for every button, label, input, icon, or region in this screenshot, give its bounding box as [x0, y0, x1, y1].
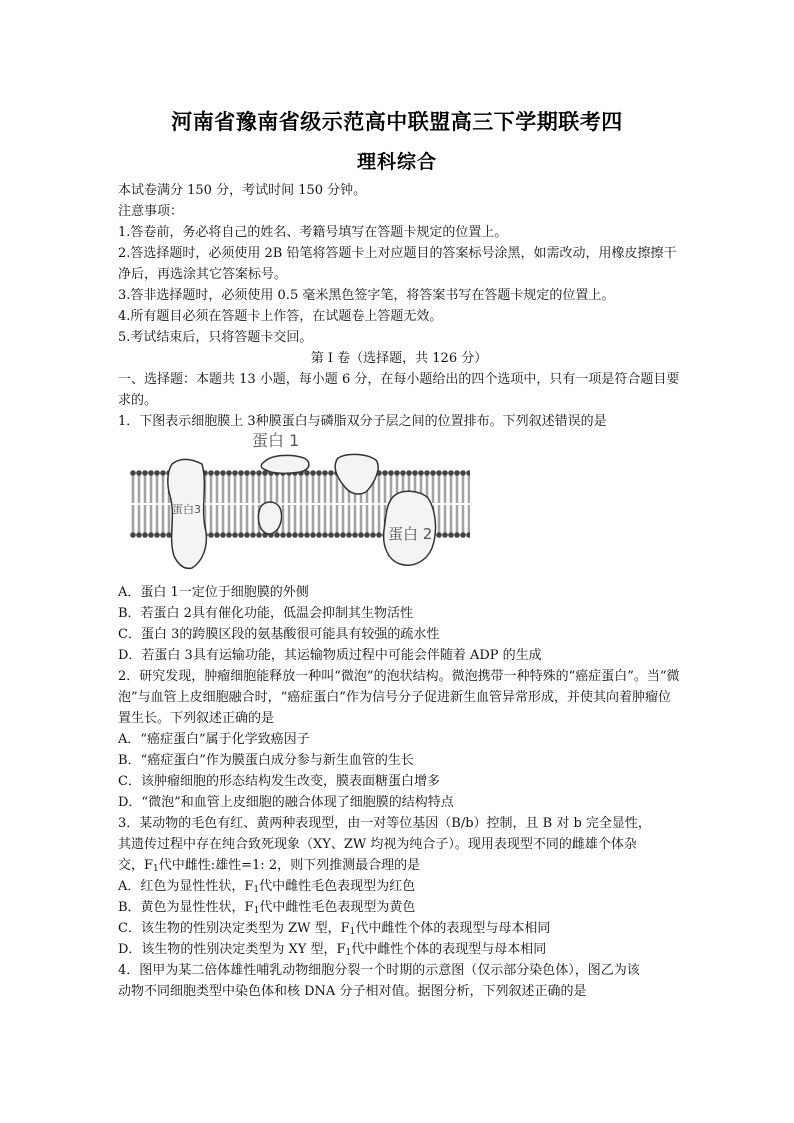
q3-option-b: B．黄色为显性性状，$F_1$代中雌性毛色表现型为黄色: [118, 900, 416, 916]
q2-option-c: C．该肿瘤细胞的形态结构发生改变，膜表面糖蛋白增多: [118, 774, 440, 789]
note-5: 5.考试结束后，只将答题卡交回。: [118, 330, 313, 345]
notice-label: 注意事项：: [118, 204, 184, 219]
q3-option-c: C．该生物的性别决定类型为 ZW 型，$F_1$代中雌性个体的表现型与母本相同: [118, 921, 551, 937]
note-3: 3.答非选择题时，必须使用 0.5 毫米黑色签字笔，将答案书写在答题卡规定的位置上。: [118, 288, 615, 303]
q2-option-a: A．“癌症蛋白”属于化学致癌因子: [118, 732, 310, 747]
q2-option-d: D．“微泡”和血管上皮细胞的融合体现了细胞膜的结构特点: [118, 795, 454, 810]
section-instruction: 一、选择题：本题共 13 小题，每小题 6 分，在每小题给出的四个选项中，只有一项是符合题目要求的。: [118, 372, 680, 408]
q1-option-d: D．若蛋白 3具有运输功能，其运输物质过程中可能会伴随着 ADP 的生成: [118, 648, 542, 663]
embedded-protein-shape: [258, 502, 281, 534]
q3-stem-line3: 交，$F_1$代中雌性:雄性=1: 2，则下列推测最合理的是: [118, 858, 421, 874]
q3-option-a: A．红色为显性性状，$F_1$代中雌性毛色表现型为红色: [118, 879, 416, 895]
note-4: 4.所有题目必须在答题卡上作答，在试题卷上答题无效。: [118, 309, 443, 324]
q2-stem: 2．研究发现，肿瘤细胞能释放一种叫“微泡”的泡状结构。微泡携带一种特殊的“癌症蛋白”。当“微泡”与血管上皮细胞融合时，“癌症蛋白”作为信号分子促进新生血管异常形成，并使其向着肿瘤位置生长。下列叙述正确的是: [118, 669, 680, 726]
exam-title: 河南省豫南省级示范高中联盟高三下学期联考四: [171, 110, 623, 134]
q1-option-a: A．蛋白 1一定位于细胞膜的外侧: [118, 585, 309, 600]
q4-stem-line2: 动物不同细胞类型中染色体和核 DNA 分子相对值。据图分析，下列叙述正确的是: [118, 984, 587, 999]
q1-option-c: C．蛋白 3的跨膜区段的氨基酸很可能具有较强的疏水性: [118, 627, 440, 642]
protein-2-label: 蛋白 2: [388, 525, 433, 543]
volume-title: 第 I 卷（选择题，共 126 分）: [310, 351, 488, 366]
q3-option-d: D．该生物的性别决定类型为 XY 型，$F_1$代中雌性个体的表现型与母本相同: [118, 942, 547, 958]
note-2: 2.答选择题时，必须使用 2B 铅笔将答题卡上对应题目的答案标号涂黑，如需改动，用橡皮擦擦干净后，再选涂其它答案标号。: [118, 246, 677, 282]
note-1: 1.答卷前，务必将自己的姓名、考籍号填写在答题卡规定的位置上。: [118, 225, 508, 240]
q3-stem-line1: 3．某动物的毛色有红、黄两种表现型，由一对等位基因（B/b）控制，且 B 对 b 完全显性，: [118, 816, 651, 831]
q1-option-b: B．若蛋白 2具有催化功能，低温会抑制其生物活性: [118, 606, 413, 621]
exam-subtitle: 理科综合: [356, 151, 437, 173]
exam-body: [118, 180, 680, 1002]
q1-stem: 1．下图表示细胞膜上 3种膜蛋白与磷脂双分子层之间的位置排布。下列叙述错误的是: [118, 414, 607, 429]
q2-option-b: B．“癌症蛋白”作为膜蛋白成分参与新生血管的生长: [118, 753, 414, 768]
protein-3-label: 蛋白3: [172, 503, 201, 516]
q3-stem-line2: 其遗传过程中存在纯合致死现象（XY、ZW 均视为纯合子）。现用表现型不同的雌雄个体杂: [118, 837, 637, 852]
protein-1-label: 蛋白 1: [252, 431, 300, 450]
protein-1-shape: [261, 455, 309, 473]
score-time-line: 本试卷满分 150 分，考试时间 150 分钟。: [118, 183, 367, 198]
q4-stem-line1: 4．图甲为某二倍体雄性哺乳动物细胞分裂一个时期的示意图（仅示部分染色体），图乙为该: [118, 963, 640, 978]
membrane-protein-figure: [130, 431, 470, 576]
